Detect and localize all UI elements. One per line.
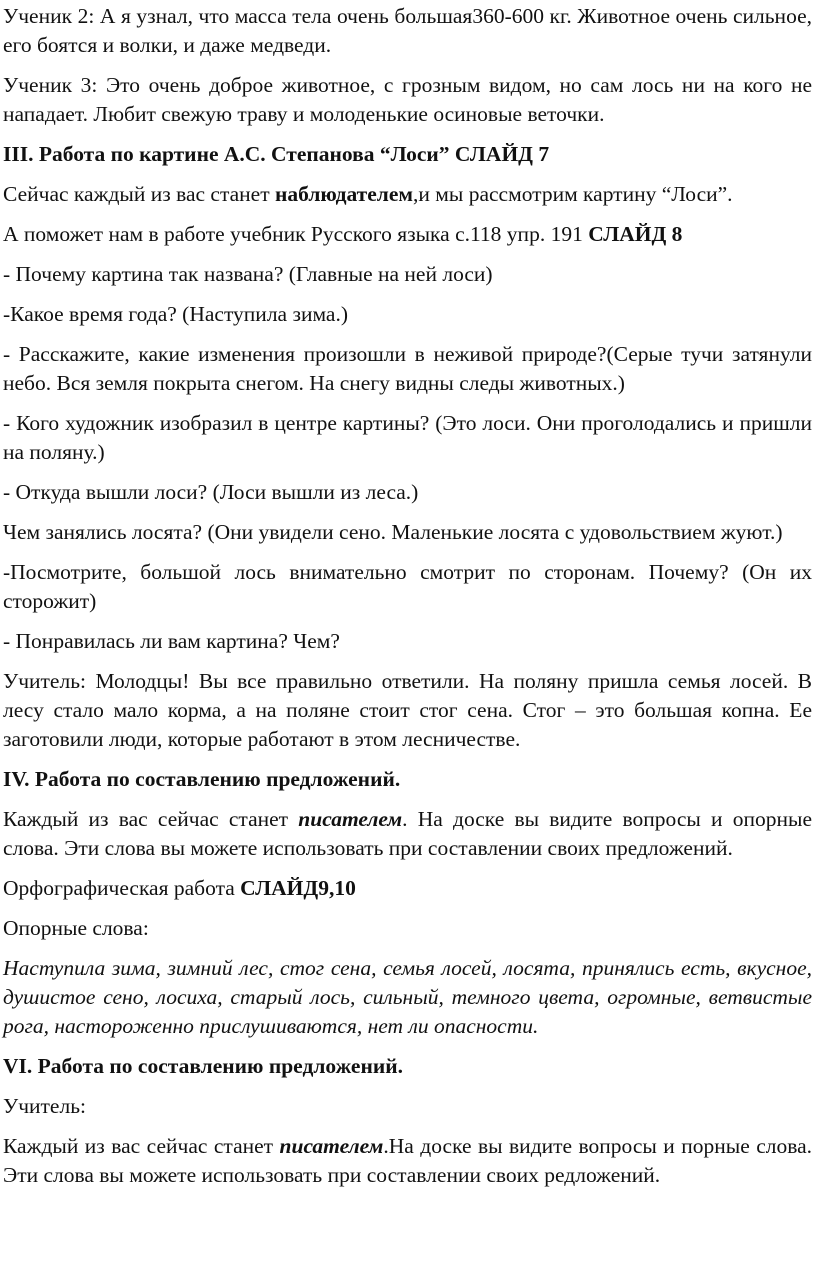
paragraph-writer-1-text-2: . На доске вы видите вопросы и опорные слова. Эти слова вы можете использовать при составлении своих предложений.	[3, 807, 812, 860]
paragraph-teacher-praise: Учитель: Молодцы! Вы все правильно ответили. На поляну пришла семья лосей. В лесу стало мало корма, а на поляне стоит стог сена. Стог – это большая копна. Ее заготовили люди, которые работают в этом лесничестве.	[3, 669, 812, 751]
section-heading-iii: III. Работа по картине А.С. Степанова “Лоси” СЛАЙД 7	[3, 142, 550, 166]
question-8: - Понравилась ли вам картина? Чем?	[3, 629, 340, 653]
question-1: - Почему картина так названа? (Главные на ней лоси)	[3, 262, 493, 286]
paragraph-observer-text-2: ,и мы рассмотрим картину “Лоси”.	[413, 182, 733, 206]
paragraph-key-words-label: Опорные слова:	[3, 916, 149, 940]
question-5: - Откуда вышли лоси? (Лоси вышли из леса.)	[3, 480, 419, 504]
paragraph-observer-text-1: Сейчас каждый из вас станет	[3, 182, 275, 206]
paragraph-writer-2-bold: писателем	[279, 1134, 384, 1158]
paragraph-key-words: Наступила зима, зимний лес, стог сена, семья лосей, лосята, принялись есть, вкусное, душистое сено, лосиха, старый лось, сильный, темного цвета, огромные, ветвистые рога, настороженно прислушиваются, нет ли опасности.	[3, 956, 812, 1038]
paragraph-writer-2-text-2: .На доске вы видите вопросы и порные слова. Эти слова вы можете использовать при составлении своих редложений.	[3, 1134, 812, 1187]
question-4: - Кого художник изобразил в центре картины? (Это лоси. Они проголодались и пришли на поляну.)	[3, 411, 812, 464]
paragraph-observer-bold: наблюдателем	[274, 182, 414, 206]
paragraph-textbook	[3, 220, 812, 249]
section-heading-iv: IV. Работа по составлению предложений.	[3, 767, 401, 791]
paragraph-textbook-slide: СЛАЙД 8	[588, 222, 683, 246]
paragraph-spelling-work-text: Орфографическая работа	[3, 876, 241, 900]
paragraph-writer-1	[3, 805, 812, 863]
paragraph-observer	[3, 180, 812, 209]
question-3: - Расскажите, какие изменения произошли в неживой природе?(Серые тучи затянули небо. Вся земля покрыта снегом. На снегу видны следы животных.)	[3, 342, 812, 395]
question-6: Чем занялись лосята? (Они увидели сено. Маленькие лосята с удовольствием жуют.)	[3, 520, 783, 544]
paragraph-spelling-work	[3, 874, 812, 903]
paragraph-student-3: Ученик 3: Это очень доброе животное, с грозным видом, но сам лось ни на кого не нападает. Любит свежую траву и молоденькие осиновые веточки.	[3, 73, 812, 126]
question-2: -Какое время года? (Наступила зима.)	[3, 302, 348, 326]
paragraph-teacher-label: Учитель:	[3, 1094, 86, 1118]
paragraph-writer-1-text-1: Каждый из вас сейчас станет	[3, 807, 299, 831]
paragraph-textbook-text: А поможет нам в работе учебник Русского языка с.118 упр. 191	[3, 222, 589, 246]
paragraph-spelling-work-slide: СЛАЙД9,10	[240, 876, 356, 900]
question-7: -Посмотрите, большой лось внимательно смотрит по сторонам. Почему? (Он их сторожит)	[3, 560, 812, 613]
paragraph-writer-2	[3, 1132, 812, 1190]
section-heading-vi: VI. Работа по составлению предложений.	[3, 1054, 403, 1078]
paragraph-student-2: Ученик 2: А я узнал, что масса тела очень большая360-600 кг. Животное очень сильное, его боятся и волки, и даже медведи.	[3, 4, 812, 57]
paragraph-writer-1-bold: писателем	[298, 807, 403, 831]
paragraph-writer-2-text-1: Каждый из вас сейчас станет	[3, 1134, 280, 1158]
